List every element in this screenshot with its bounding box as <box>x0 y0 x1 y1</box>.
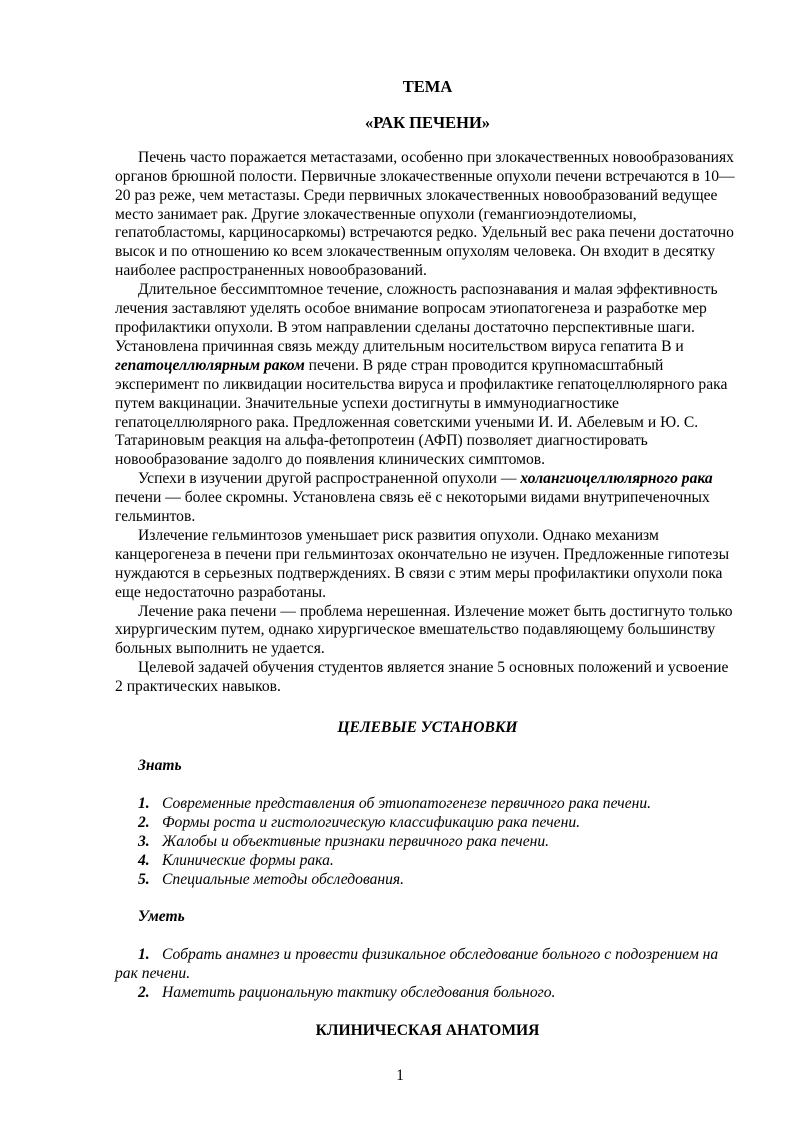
know-item <box>115 795 740 814</box>
etiology-paragraph <box>115 281 740 470</box>
know-item <box>115 852 740 871</box>
can-label: Уметь <box>138 908 185 926</box>
anatomy-heading: КЛИНИЧЕСКАЯ АНАТОМИЯ <box>315 1022 540 1040</box>
know-item-text: Специальные методы обследования. <box>162 870 405 888</box>
skill-item <box>115 984 740 1003</box>
know-list <box>115 795 740 890</box>
skill-item-number: 1. <box>138 946 150 964</box>
treatment-paragraph: Лечение рака печени — проблема нерешенная. Излечение может быть достигнуто только хирургическим путем, однако хирургическое вмешательство подавляющему большинству больных выполнить не удается. <box>115 602 733 658</box>
know-item-number: 5. <box>138 870 150 888</box>
know-item-text: Клинические формы рака. <box>162 851 334 869</box>
hepatocellular-term: гепатоцеллюлярным раком <box>115 356 305 374</box>
know-item-number: 1. <box>138 794 150 812</box>
document-title: ТЕМА <box>402 77 453 96</box>
know-item <box>115 833 740 852</box>
know-item <box>115 871 740 890</box>
cholangio-paragraph <box>115 470 740 527</box>
know-item-text: Современные представления об этиопатогенезе первичного рака печени. <box>162 794 652 812</box>
cholangio-text-end: печени — более скромны. Установлена связь её с некоторыми видами внутрипеченочных гельминтов. <box>115 489 710 526</box>
document-subtitle: «РАК ПЕЧЕНИ» <box>364 112 491 132</box>
know-item-number: 3. <box>138 832 150 850</box>
know-label: Знать <box>138 757 182 774</box>
know-item-number: 4. <box>138 851 150 869</box>
know-item-number: 2. <box>138 813 150 831</box>
skill-item-number: 2. <box>138 984 150 1002</box>
intro-paragraph: Печень часто поражается метастазами, особенно при злокачественных новообразованиях органов брюшной полости. Первичные злокачественные опухоли печени встречаются в 10— 20 раз реже, чем метастазы. Среди первичных злокачественных новообразований ведущее место занимает рак. Другие злокачественные опухоли (гемангиоэндотелиомы, гепатобластомы, карциносаркомы) встречаются редко. Удельный вес рака печени достаточно высок и по отношению ко всем злокачественным опухолям человека. Он входит в десятку наиболее распространенных новообразований. <box>115 148 735 280</box>
skill-item-text: Собрать анамнез и провести физикальное обследование больного с подозрением на рак печени. <box>115 946 719 983</box>
skill-item <box>115 946 740 984</box>
page-content <box>115 78 740 1057</box>
skill-item-text: Наметить рациональную тактику обследования больного. <box>162 984 556 1002</box>
know-item-text: Жалобы и объективные признаки первичного рака печени. <box>162 832 550 850</box>
helminth-paragraph: Излечение гельминтозов уменьшает риск развития опухоли. Однако механизм канцерогенеза в печени при гельминтозах окончательно не изучен. Предложенные гипотезы нуждаются в серьезных подтверждениях. В связи с этим меры профилактики опухоли пока еще недостаточно разработаны. <box>115 526 730 601</box>
etiology-text-end: печени. В ряде стран проводится крупномасштабный эксперимент по ликвидации носительства вируса и профилактике гепатоцеллюлярного рака путем вакцинации. Значительные успехи достигнуты в иммунодиагностике гепатоцеллюлярного рака. Предложенная советскими учеными И. И. Абелевым и Ю. С. Татариновым реакция на альфа-фетопротеин (АФП) позволяет диагностировать новообразование задолго до появления клинических симптомов. <box>115 356 728 469</box>
cholangio-text-start: Успехи в изучении другой распространенной опухоли — <box>138 470 521 488</box>
goals-heading: ЦЕЛЕВЫЕ УСТАНОВКИ <box>337 719 518 737</box>
goal-paragraph: Целевой задачей обучения студентов является знание 5 основных положений и усвоение 2 практических навыков. <box>115 659 729 696</box>
page-number: 1 <box>396 1067 404 1084</box>
etiology-text-start: Длительное бессимптомное течение, сложность распознавания и малая эффективность лечения заставляют уделять особое внимание вопросам этиопатогенеза и разработке мер профилактики опухоли. В этом направлении сделаны достаточно перспективные шаги. Установлена причинная связь между длительным носительством вируса гепатита В и <box>115 281 718 355</box>
cholangiocellular-term: холангиоцеллюлярного рака <box>520 470 713 488</box>
know-item-text: Формы роста и гистологическую классификацию рака печени. <box>162 813 581 831</box>
know-item <box>115 814 740 833</box>
